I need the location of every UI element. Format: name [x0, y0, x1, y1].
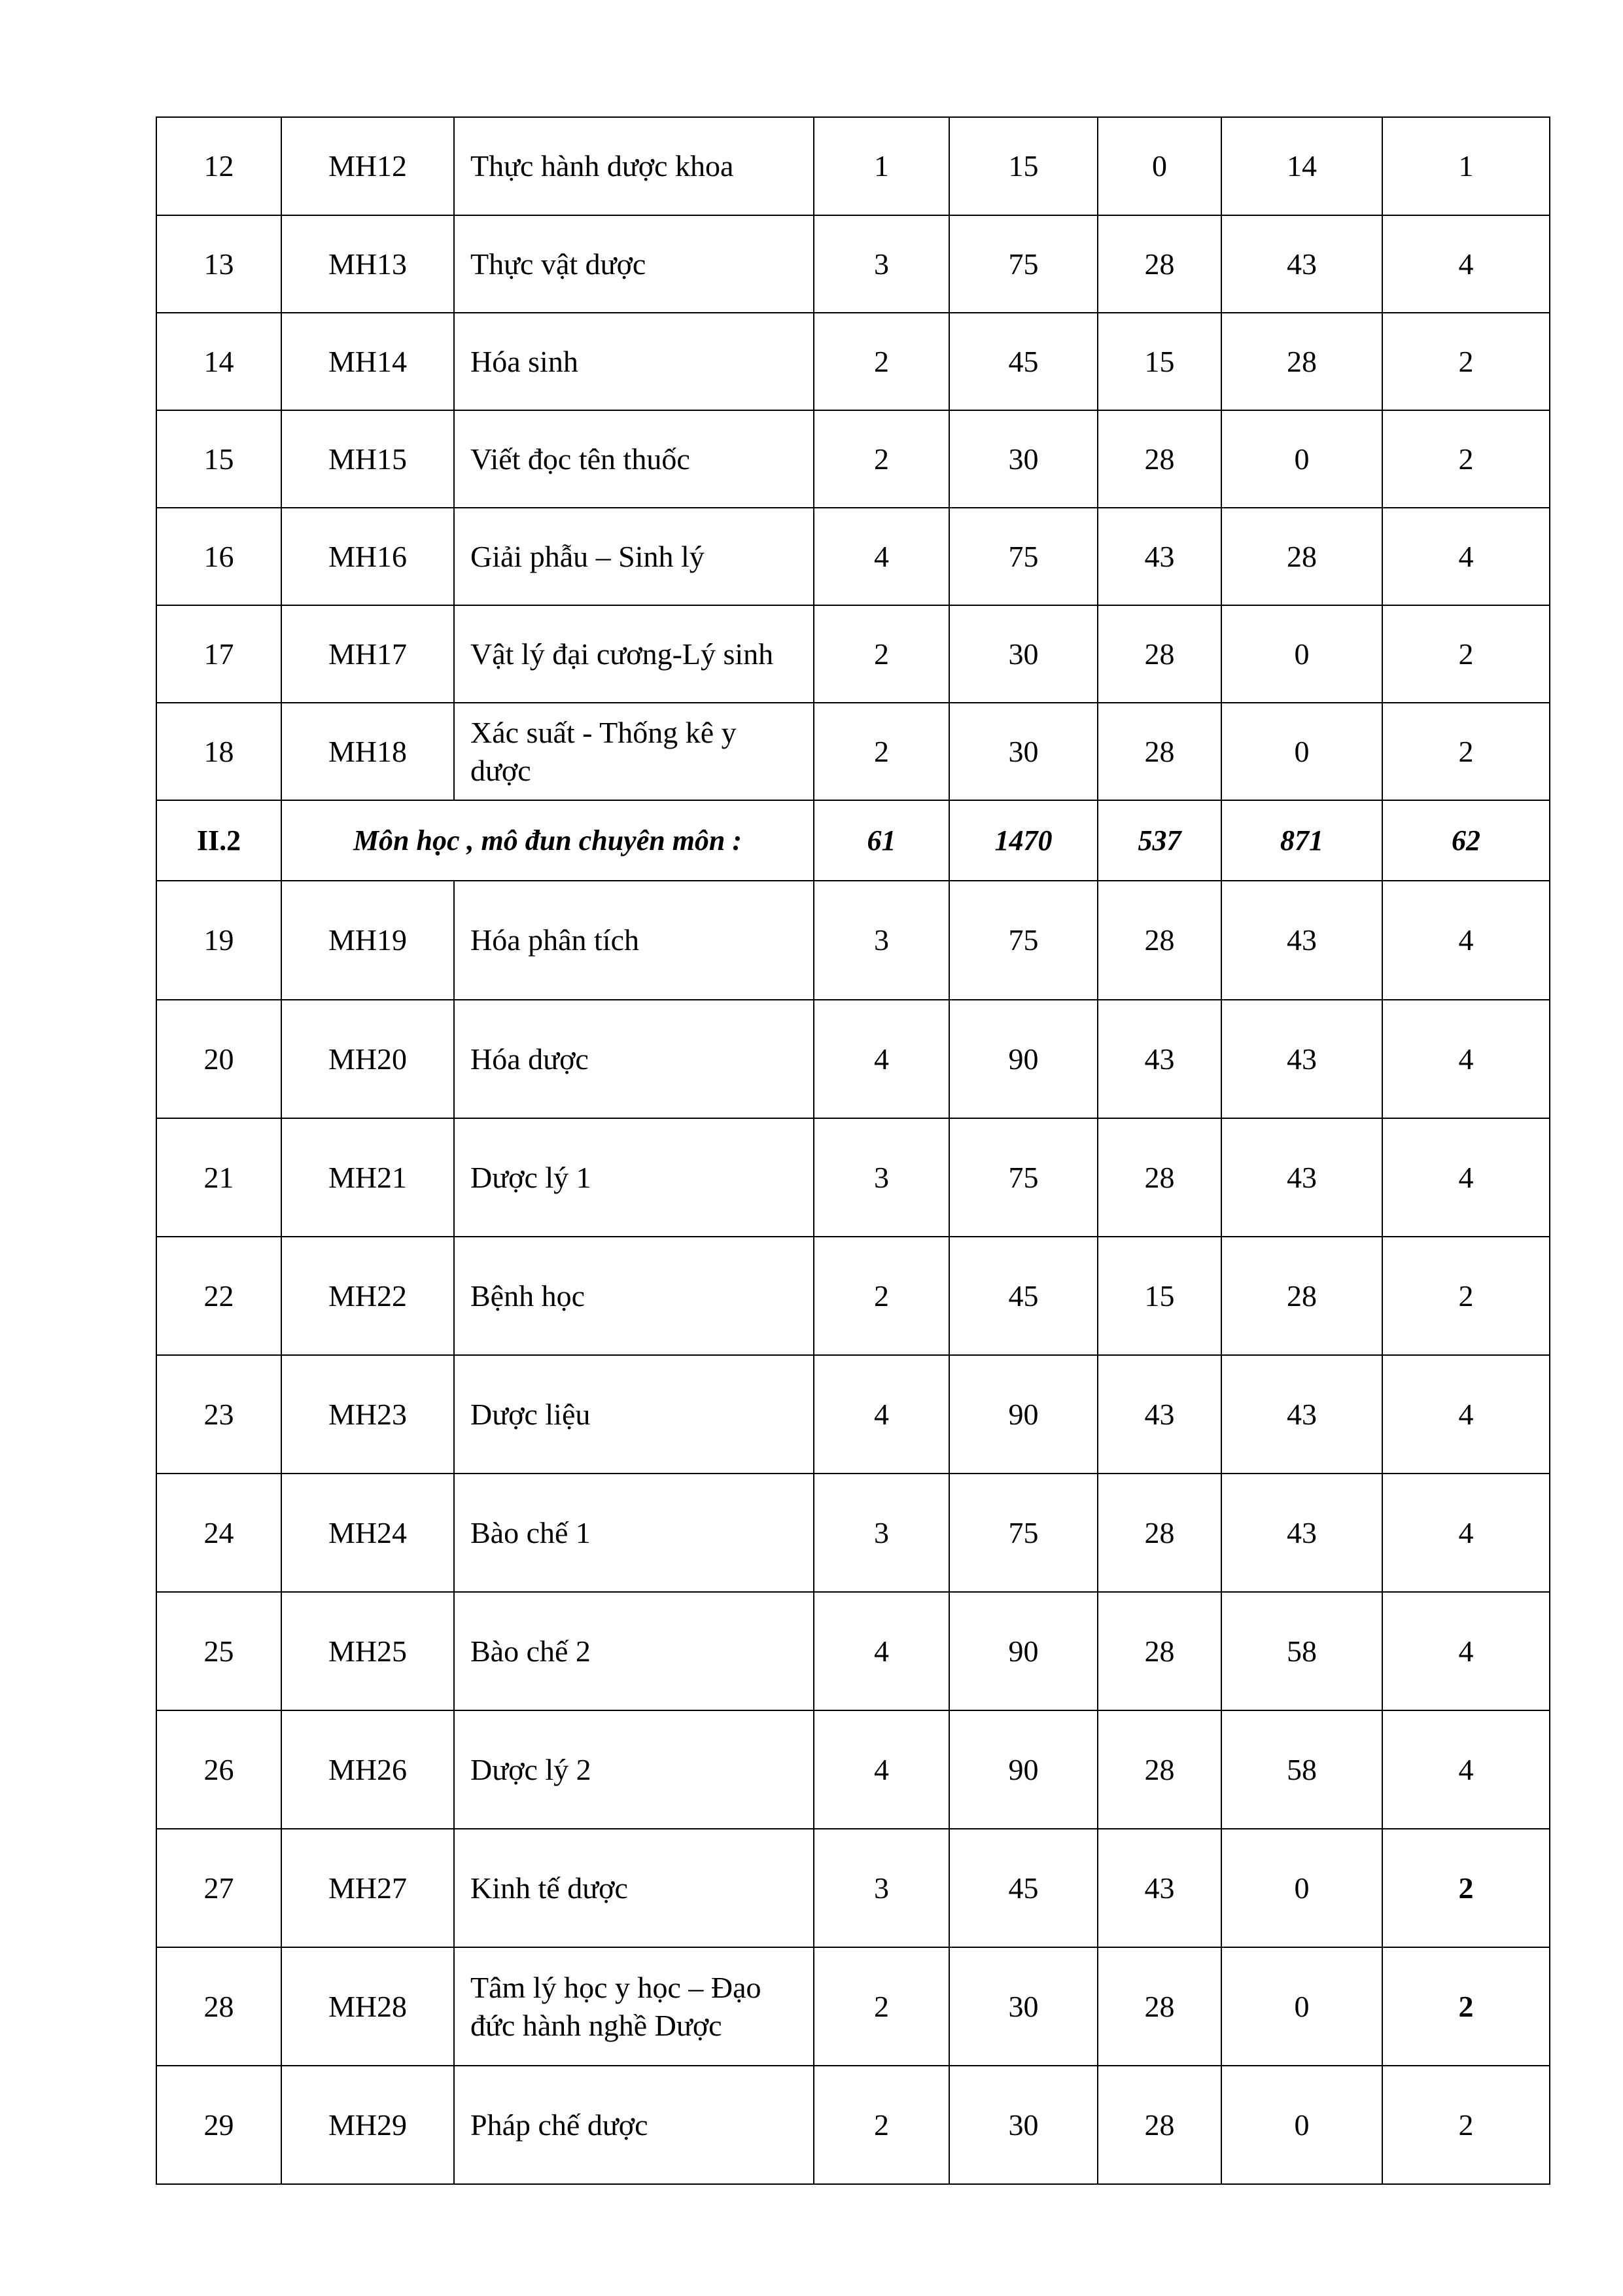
total-hours: 30	[949, 1947, 1098, 2066]
table-row	[156, 703, 1550, 800]
practice-hours: 0	[1221, 1947, 1382, 2066]
row-number: 26	[156, 1710, 281, 1829]
row-number: 25	[156, 1592, 281, 1710]
practice-hours: 28	[1221, 508, 1382, 605]
practice-hours: 14	[1221, 117, 1382, 215]
row-number: 16	[156, 508, 281, 605]
total-hours: 75	[949, 508, 1098, 605]
exam-hours: 4	[1382, 1118, 1550, 1237]
total-hours: 30	[949, 605, 1098, 703]
exam-hours: 2	[1382, 1237, 1550, 1355]
table-row	[156, 881, 1550, 1000]
table-row	[156, 1118, 1550, 1237]
total-hours: 75	[949, 215, 1098, 313]
section-credits: 61	[814, 800, 949, 881]
row-number: 20	[156, 1000, 281, 1118]
theory-hours: 28	[1098, 881, 1221, 1000]
total-hours: 30	[949, 410, 1098, 508]
row-number: 23	[156, 1355, 281, 1474]
table-row	[156, 1237, 1550, 1355]
practice-hours: 43	[1221, 1000, 1382, 1118]
row-number: 28	[156, 1947, 281, 2066]
subject-name: Dược lý 1	[454, 1118, 814, 1237]
credits: 3	[814, 1474, 949, 1592]
credits: 2	[814, 2066, 949, 2184]
exam-hours: 2	[1382, 313, 1550, 410]
total-hours: 15	[949, 117, 1098, 215]
section-row	[156, 800, 1550, 881]
practice-hours: 43	[1221, 215, 1382, 313]
exam-hours: 4	[1382, 508, 1550, 605]
subject-name: Dược lý 2	[454, 1710, 814, 1829]
row-number: 22	[156, 1237, 281, 1355]
subject-code: MH13	[281, 215, 454, 313]
subject-name: Bệnh học	[454, 1237, 814, 1355]
theory-hours: 28	[1098, 1118, 1221, 1237]
credits: 3	[814, 881, 949, 1000]
exam-hours: 2	[1382, 410, 1550, 508]
theory-hours: 43	[1098, 508, 1221, 605]
row-number: 15	[156, 410, 281, 508]
practice-hours: 28	[1221, 1237, 1382, 1355]
practice-hours: 28	[1221, 313, 1382, 410]
theory-hours: 28	[1098, 215, 1221, 313]
exam-hours: 4	[1382, 1355, 1550, 1474]
total-hours: 45	[949, 313, 1098, 410]
exam-hours: 1	[1382, 117, 1550, 215]
theory-hours: 28	[1098, 410, 1221, 508]
credits: 2	[814, 410, 949, 508]
subject-name: Dược liệu	[454, 1355, 814, 1474]
subject-code: MH23	[281, 1355, 454, 1474]
theory-hours: 28	[1098, 703, 1221, 800]
exam-hours: 4	[1382, 1710, 1550, 1829]
section-practice-hours: 871	[1221, 800, 1382, 881]
total-hours: 30	[949, 703, 1098, 800]
exam-hours: 2	[1382, 605, 1550, 703]
total-hours: 75	[949, 1474, 1098, 1592]
table-row	[156, 1710, 1550, 1829]
practice-hours: 43	[1221, 1355, 1382, 1474]
subject-name: Bào chế 1	[454, 1474, 814, 1592]
table-row	[156, 605, 1550, 703]
credits: 3	[814, 215, 949, 313]
row-number: 27	[156, 1829, 281, 1947]
row-number: 14	[156, 313, 281, 410]
credits: 4	[814, 1592, 949, 1710]
total-hours: 75	[949, 1118, 1098, 1237]
row-number: 21	[156, 1118, 281, 1237]
table-row	[156, 215, 1550, 313]
table-row	[156, 117, 1550, 215]
row-number: 17	[156, 605, 281, 703]
credits: 2	[814, 1947, 949, 2066]
credits: 4	[814, 508, 949, 605]
subject-code: MH25	[281, 1592, 454, 1710]
subject-code: MH15	[281, 410, 454, 508]
subject-name: Thực hành dược khoa	[454, 117, 814, 215]
subject-name: Viết đọc tên thuốc	[454, 410, 814, 508]
table-row	[156, 1355, 1550, 1474]
section-total-hours: 1470	[949, 800, 1098, 881]
practice-hours: 58	[1221, 1592, 1382, 1710]
credits: 2	[814, 1237, 949, 1355]
table-row	[156, 1000, 1550, 1118]
practice-hours: 43	[1221, 1118, 1382, 1237]
credits: 2	[814, 313, 949, 410]
exam-hours: 2	[1382, 703, 1550, 800]
subject-name: Kinh tế dược	[454, 1829, 814, 1947]
subject-code: MH27	[281, 1829, 454, 1947]
total-hours: 90	[949, 1710, 1098, 1829]
theory-hours: 43	[1098, 1829, 1221, 1947]
subject-code: MH12	[281, 117, 454, 215]
practice-hours: 0	[1221, 605, 1382, 703]
subject-name: Xác suất - Thống kê y dược	[454, 703, 814, 800]
subject-code: MH24	[281, 1474, 454, 1592]
exam-hours: 4	[1382, 1474, 1550, 1592]
total-hours: 45	[949, 1829, 1098, 1947]
curriculum-table	[156, 116, 1550, 2185]
exam-hours: 4	[1382, 1000, 1550, 1118]
credits: 3	[814, 1118, 949, 1237]
credits: 4	[814, 1710, 949, 1829]
credits: 4	[814, 1000, 949, 1118]
subject-name: Bào chế 2	[454, 1592, 814, 1710]
practice-hours: 0	[1221, 1829, 1382, 1947]
subject-code: MH28	[281, 1947, 454, 2066]
exam-hours: 2	[1382, 1947, 1550, 2066]
subject-code: MH18	[281, 703, 454, 800]
credits: 2	[814, 605, 949, 703]
practice-hours: 0	[1221, 2066, 1382, 2184]
theory-hours: 43	[1098, 1355, 1221, 1474]
practice-hours: 43	[1221, 881, 1382, 1000]
credits: 4	[814, 1355, 949, 1474]
table-row	[156, 313, 1550, 410]
subject-code: MH20	[281, 1000, 454, 1118]
row-number: 12	[156, 117, 281, 215]
theory-hours: 43	[1098, 1000, 1221, 1118]
subject-name: Tâm lý học y học – Đạo đức hành nghề Dược	[454, 1947, 814, 2066]
row-number: 18	[156, 703, 281, 800]
total-hours: 90	[949, 1592, 1098, 1710]
exam-hours: 4	[1382, 215, 1550, 313]
theory-hours: 28	[1098, 1474, 1221, 1592]
subject-name: Hóa dược	[454, 1000, 814, 1118]
table-row	[156, 1592, 1550, 1710]
total-hours: 30	[949, 2066, 1098, 2184]
section-theory-hours: 537	[1098, 800, 1221, 881]
row-number: 13	[156, 215, 281, 313]
section-number: II.2	[156, 800, 281, 881]
subject-code: MH21	[281, 1118, 454, 1237]
subject-name: Pháp chế dược	[454, 2066, 814, 2184]
subject-code: MH19	[281, 881, 454, 1000]
subject-name: Vật lý đại cương-Lý sinh	[454, 605, 814, 703]
exam-hours: 2	[1382, 2066, 1550, 2184]
exam-hours: 4	[1382, 1592, 1550, 1710]
practice-hours: 43	[1221, 1474, 1382, 1592]
subject-code: MH26	[281, 1710, 454, 1829]
total-hours: 90	[949, 1355, 1098, 1474]
table-row	[156, 2066, 1550, 2184]
row-number: 29	[156, 2066, 281, 2184]
table-row	[156, 508, 1550, 605]
section-exam-hours: 62	[1382, 800, 1550, 881]
theory-hours: 28	[1098, 1592, 1221, 1710]
total-hours: 90	[949, 1000, 1098, 1118]
subject-code: MH14	[281, 313, 454, 410]
theory-hours: 0	[1098, 117, 1221, 215]
exam-hours: 4	[1382, 881, 1550, 1000]
table-row	[156, 1947, 1550, 2066]
subject-code: MH22	[281, 1237, 454, 1355]
subject-name: Hóa phân tích	[454, 881, 814, 1000]
practice-hours: 0	[1221, 410, 1382, 508]
subject-name: Thực vật dược	[454, 215, 814, 313]
theory-hours: 28	[1098, 1947, 1221, 2066]
theory-hours: 15	[1098, 1237, 1221, 1355]
subject-code: MH17	[281, 605, 454, 703]
theory-hours: 15	[1098, 313, 1221, 410]
row-number: 24	[156, 1474, 281, 1592]
credits: 3	[814, 1829, 949, 1947]
section-title: Môn học , mô đun chuyên môn :	[281, 800, 814, 881]
total-hours: 75	[949, 881, 1098, 1000]
subject-code: MH16	[281, 508, 454, 605]
exam-hours: 2	[1382, 1829, 1550, 1947]
total-hours: 45	[949, 1237, 1098, 1355]
table-row	[156, 1474, 1550, 1592]
credits: 1	[814, 117, 949, 215]
table-row	[156, 410, 1550, 508]
theory-hours: 28	[1098, 605, 1221, 703]
practice-hours: 0	[1221, 703, 1382, 800]
subject-name: Giải phẫu – Sinh lý	[454, 508, 814, 605]
practice-hours: 58	[1221, 1710, 1382, 1829]
subject-name: Hóa sinh	[454, 313, 814, 410]
theory-hours: 28	[1098, 1710, 1221, 1829]
table-row	[156, 1829, 1550, 1947]
credits: 2	[814, 703, 949, 800]
theory-hours: 28	[1098, 2066, 1221, 2184]
row-number: 19	[156, 881, 281, 1000]
subject-code: MH29	[281, 2066, 454, 2184]
